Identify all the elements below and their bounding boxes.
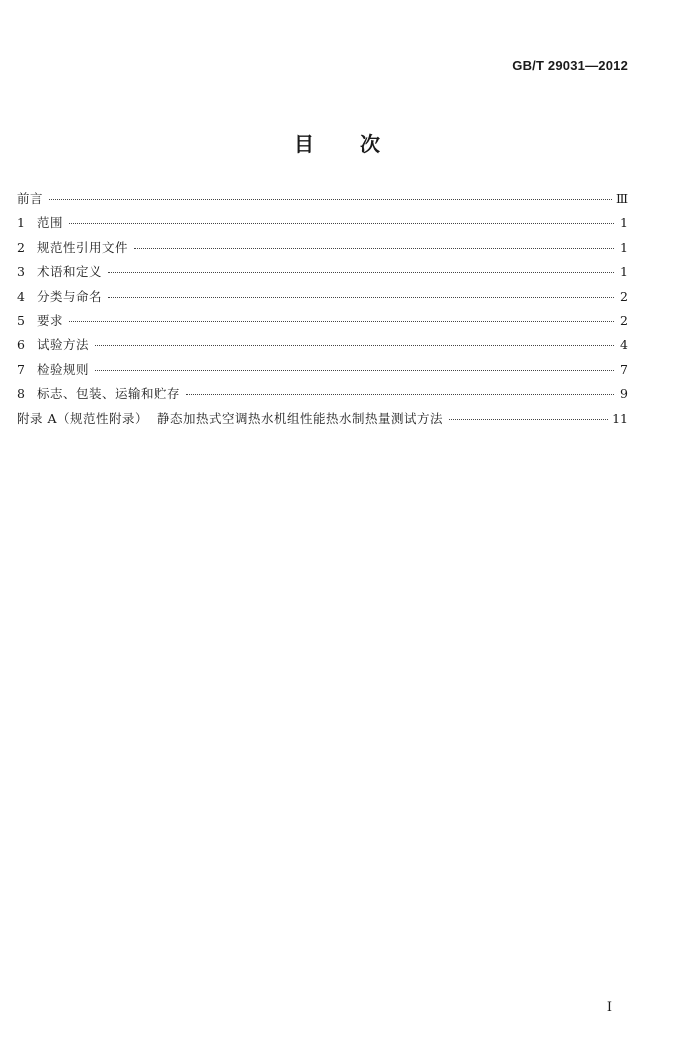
toc-entry-foreword[interactable] bbox=[17, 189, 628, 213]
toc-entry-6[interactable] bbox=[17, 335, 628, 359]
toc-leader-dots bbox=[108, 272, 614, 273]
toc-entry-page: 2 bbox=[620, 312, 628, 328]
toc-entry-number: 8 bbox=[17, 386, 25, 402]
toc-entry-number: 7 bbox=[17, 361, 25, 377]
toc-entry-number: 4 bbox=[17, 288, 25, 304]
page-title-left: 目 bbox=[294, 132, 314, 156]
toc-entry-3[interactable] bbox=[17, 262, 628, 286]
toc-leader-dots bbox=[49, 199, 612, 200]
toc-entry-page: 1 bbox=[620, 264, 628, 280]
toc-leader-dots bbox=[69, 223, 614, 224]
toc-entry-label: 规范性引用文件 bbox=[37, 239, 129, 255]
toc-leader-dots bbox=[134, 248, 614, 249]
toc-entry-label: 试验方法 bbox=[37, 337, 90, 353]
toc-entry-8[interactable] bbox=[17, 384, 628, 408]
toc-leader-dots bbox=[95, 370, 614, 371]
toc-leader-dots bbox=[449, 419, 608, 420]
toc-entry-page: 1 bbox=[620, 239, 628, 255]
toc-entry-1[interactable] bbox=[17, 213, 628, 237]
toc-entry-number: 1 bbox=[17, 215, 25, 231]
toc-entry-label: 要求 bbox=[37, 312, 64, 328]
toc-leader-dots bbox=[186, 394, 614, 395]
toc-leader-dots bbox=[69, 321, 614, 322]
toc-entry-4[interactable] bbox=[17, 287, 628, 311]
toc-entry-page: 9 bbox=[620, 386, 628, 402]
toc-entry-page: 1 bbox=[620, 215, 628, 231]
toc-leader-dots bbox=[95, 345, 614, 346]
toc-entry-number: 5 bbox=[17, 312, 25, 328]
toc-entry-page: 4 bbox=[620, 337, 628, 353]
page-title-right: 次 bbox=[360, 132, 380, 156]
toc-entry-page: 2 bbox=[620, 288, 628, 304]
toc-entry-label: 分类与命名 bbox=[37, 288, 103, 304]
table-of-contents bbox=[17, 189, 628, 433]
toc-entry-label: 前言 bbox=[17, 191, 44, 206]
toc-entry-page: Ⅲ bbox=[615, 191, 628, 206]
toc-entry-5[interactable] bbox=[17, 311, 628, 335]
page-title bbox=[0, 128, 674, 157]
toc-entry-label: 检验规则 bbox=[37, 361, 90, 377]
toc-entry-label: 附录 A（规范性附录） 静态加热式空调热水机组性能热水制热量测试方法 bbox=[17, 410, 443, 426]
toc-entry-number: 3 bbox=[17, 264, 25, 280]
toc-leader-dots bbox=[108, 297, 614, 298]
page-number: I bbox=[606, 1000, 612, 1015]
toc-entry-number: 6 bbox=[17, 337, 25, 353]
toc-entry-appendix-a[interactable] bbox=[17, 409, 628, 433]
toc-entry-7[interactable] bbox=[17, 360, 628, 384]
toc-entry-number: 2 bbox=[17, 239, 25, 255]
toc-entry-page: 7 bbox=[620, 361, 628, 377]
toc-entry-label: 标志、包装、运输和贮存 bbox=[37, 386, 181, 402]
toc-entry-label: 范围 bbox=[37, 215, 64, 231]
toc-entry-2[interactable] bbox=[17, 238, 628, 262]
toc-entry-label: 术语和定义 bbox=[37, 264, 103, 280]
toc-entry-page: 11 bbox=[612, 410, 628, 426]
standard-code: GB/T 29031—2012 bbox=[512, 58, 628, 73]
